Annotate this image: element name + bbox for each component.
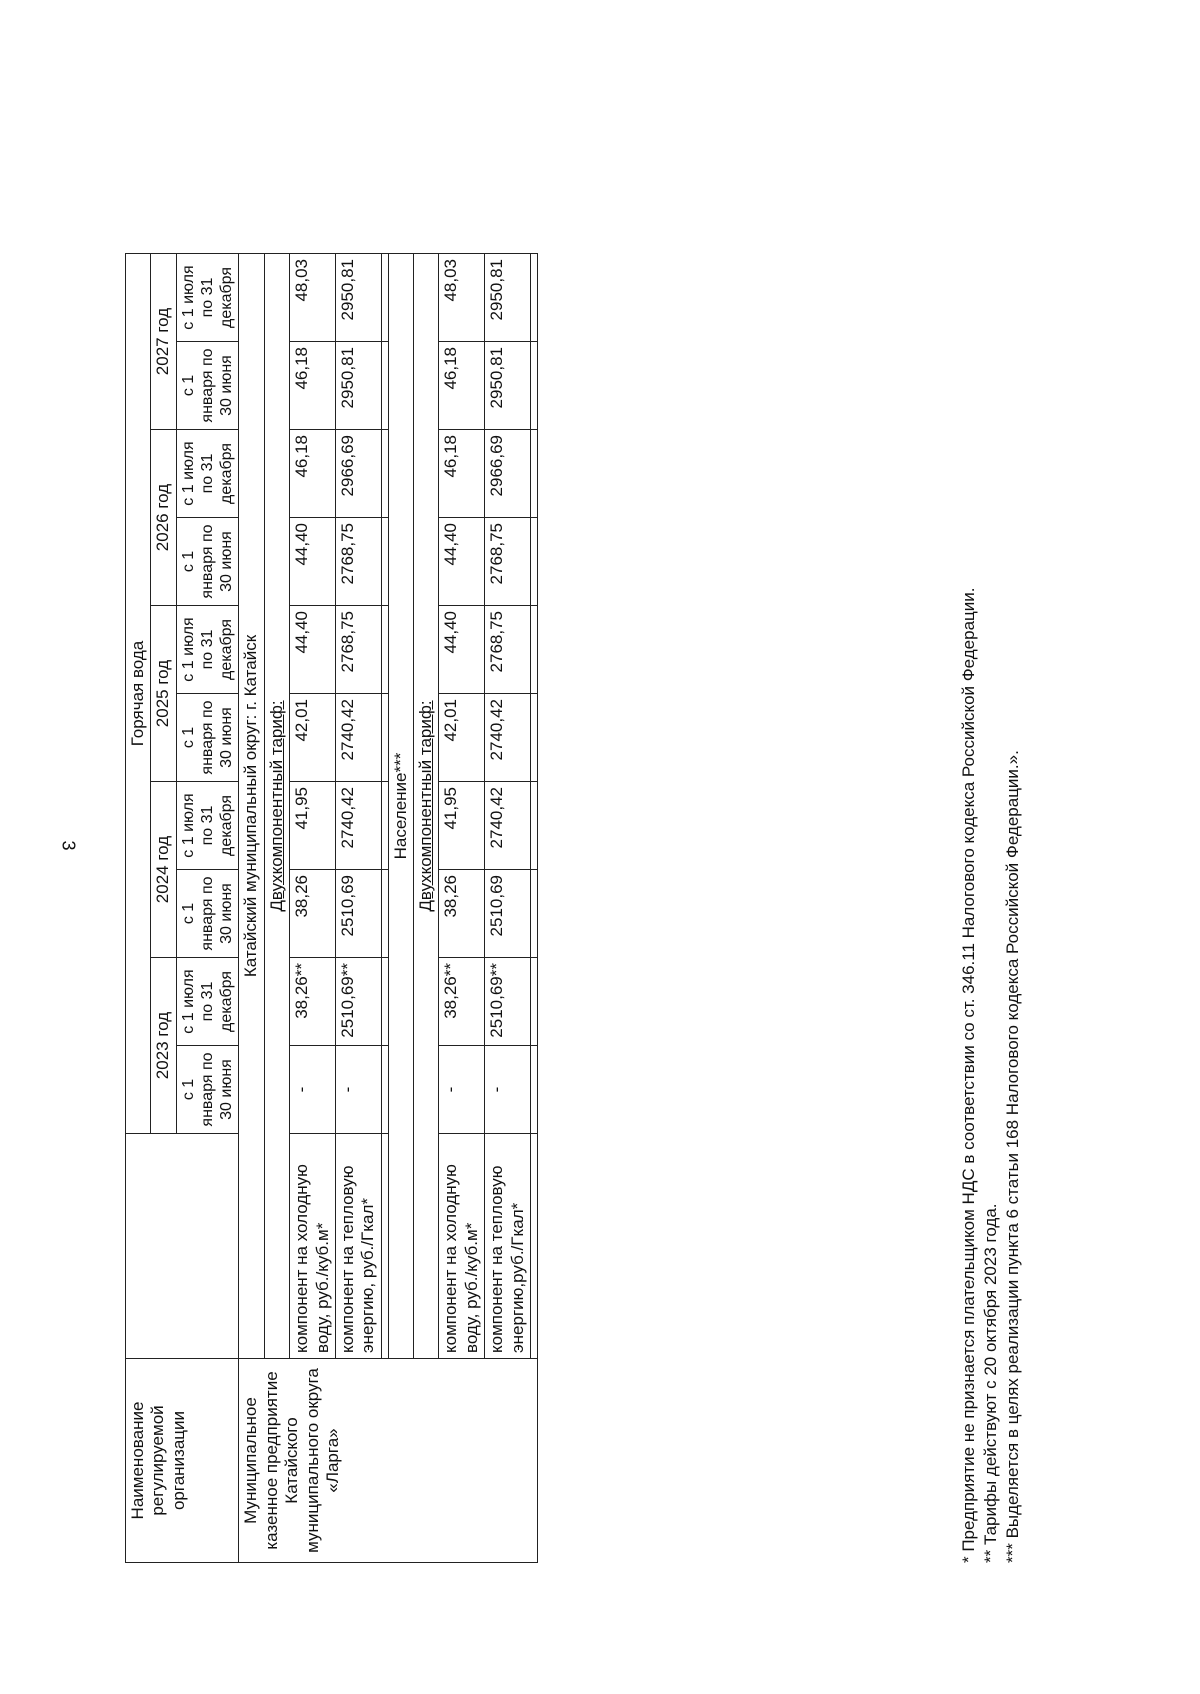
population-heading: Население*** <box>388 254 413 1359</box>
tariff-cell: 2768,75 <box>485 518 531 606</box>
page-number: 3 <box>58 840 79 851</box>
year-header: 2025 год <box>151 606 176 782</box>
period-header: с 1 июля по 31 декабря <box>176 606 239 694</box>
service-header: Горячая вода <box>126 254 151 1134</box>
period-header: с 1 июля по 31 декабря <box>176 958 239 1046</box>
tariff-cell: 2740,42 <box>485 782 531 870</box>
tariff-cell: 2510,69 <box>335 870 381 958</box>
period-header: с 1 июля по 31 декабря <box>176 254 239 342</box>
tariff-type-heading: Двухкомпонентный тариф: <box>414 254 439 1359</box>
tariff-cell: 2740,42 <box>335 782 381 870</box>
tariff-cell: 2768,75 <box>335 606 381 694</box>
tariff-cell: 41,95 <box>290 782 336 870</box>
tariff-cell: 2510,69** <box>485 958 531 1046</box>
tariff-cell: 2510,69 <box>485 870 531 958</box>
tariff-cell: - <box>335 1046 381 1134</box>
year-header: 2027 год <box>151 254 176 430</box>
component-label: компонент на холодную воду, руб./куб.м* <box>439 1134 485 1359</box>
tariff-cell: 44,40 <box>290 606 336 694</box>
tariff-cell: 46,18 <box>439 342 485 430</box>
tariff-cell: 38,26** <box>290 958 336 1046</box>
tariff-cell: - <box>290 1046 336 1134</box>
tariff-cell: 38,26 <box>439 870 485 958</box>
tariff-cell: 2966,69 <box>335 430 381 518</box>
tariff-cell: 2950,81 <box>335 342 381 430</box>
component-label: компонент на холодную воду, руб./куб.м* <box>290 1134 336 1359</box>
component-label: компонент на тепловую энергию, руб./Гкал* <box>335 1134 381 1359</box>
year-header: 2026 год <box>151 430 176 606</box>
period-header: с 1 июля по 31 декабря <box>176 430 239 518</box>
tariff-cell: 46,18 <box>290 430 336 518</box>
tariff-cell: 2950,81 <box>485 254 531 342</box>
period-header: с 1 января по 30 июня <box>176 518 239 606</box>
tariff-cell: 44,40 <box>439 518 485 606</box>
tariff-cell: 42,01 <box>290 694 336 782</box>
tariff-cell: 2740,42 <box>485 694 531 782</box>
tariff-cell: 42,01 <box>439 694 485 782</box>
component-header <box>126 1134 239 1359</box>
district-heading: Катайский муниципальный округ: г. Катайск <box>239 254 264 1359</box>
period-header: с 1 января по 30 июня <box>176 870 239 958</box>
tariff-cell: 48,03 <box>439 254 485 342</box>
tariff-type-heading: Двухкомпонентный тариф: <box>264 254 289 1359</box>
tariff-cell: 2950,81 <box>335 254 381 342</box>
tariff-table <box>125 253 538 1563</box>
period-header: с 1 июля по 31 декабря <box>176 782 239 870</box>
tariff-cell: 44,40 <box>439 606 485 694</box>
footnote: ** Тарифы действуют с 20 октября 2023 года. <box>981 1203 1000 1563</box>
year-header: 2024 год <box>151 782 176 958</box>
org-header: Наименование регулируемой организации <box>126 1359 239 1563</box>
tariff-cell: 38,26** <box>439 958 485 1046</box>
tariff-cell: 2950,81 <box>485 342 531 430</box>
year-header: 2023 год <box>151 958 176 1134</box>
period-header: с 1 января по 30 июня <box>176 1046 239 1134</box>
tariff-cell: 2768,75 <box>485 606 531 694</box>
footnote: * Предприятие не признается плательщиком НДС в соответствии со ст. 346.11 Налогового кодекса Российской Федерации. <box>959 587 978 1563</box>
component-label: компонент на тепловую энергию,руб./Гкал* <box>485 1134 531 1359</box>
tariff-cell: 46,18 <box>290 342 336 430</box>
tariff-cell: 48,03 <box>290 254 336 342</box>
tariff-cell: 2740,42 <box>335 694 381 782</box>
tariff-cell: - <box>439 1046 485 1134</box>
footnote: *** Выделяется в целях реализации пункта 6 статьи 168 Налогового кодекса Российской Федерации.». <box>1003 750 1022 1563</box>
tariff-cell: 46,18 <box>439 430 485 518</box>
tariff-cell: 2768,75 <box>335 518 381 606</box>
period-header: с 1 января по 30 июня <box>176 342 239 430</box>
tariff-cell: 2510,69** <box>335 958 381 1046</box>
tariff-cell: 2966,69 <box>485 430 531 518</box>
footnotes <box>958 588 1024 1564</box>
tariff-cell: 44,40 <box>290 518 336 606</box>
organization-name: Муниципальное казенное предприятие Катайского муниципального округа «Ларга» <box>239 1359 538 1563</box>
period-header: с 1 января по 30 июня <box>176 694 239 782</box>
tariff-cell: - <box>485 1046 531 1134</box>
tariff-cell: 38,26 <box>290 870 336 958</box>
tariff-cell: 41,95 <box>439 782 485 870</box>
